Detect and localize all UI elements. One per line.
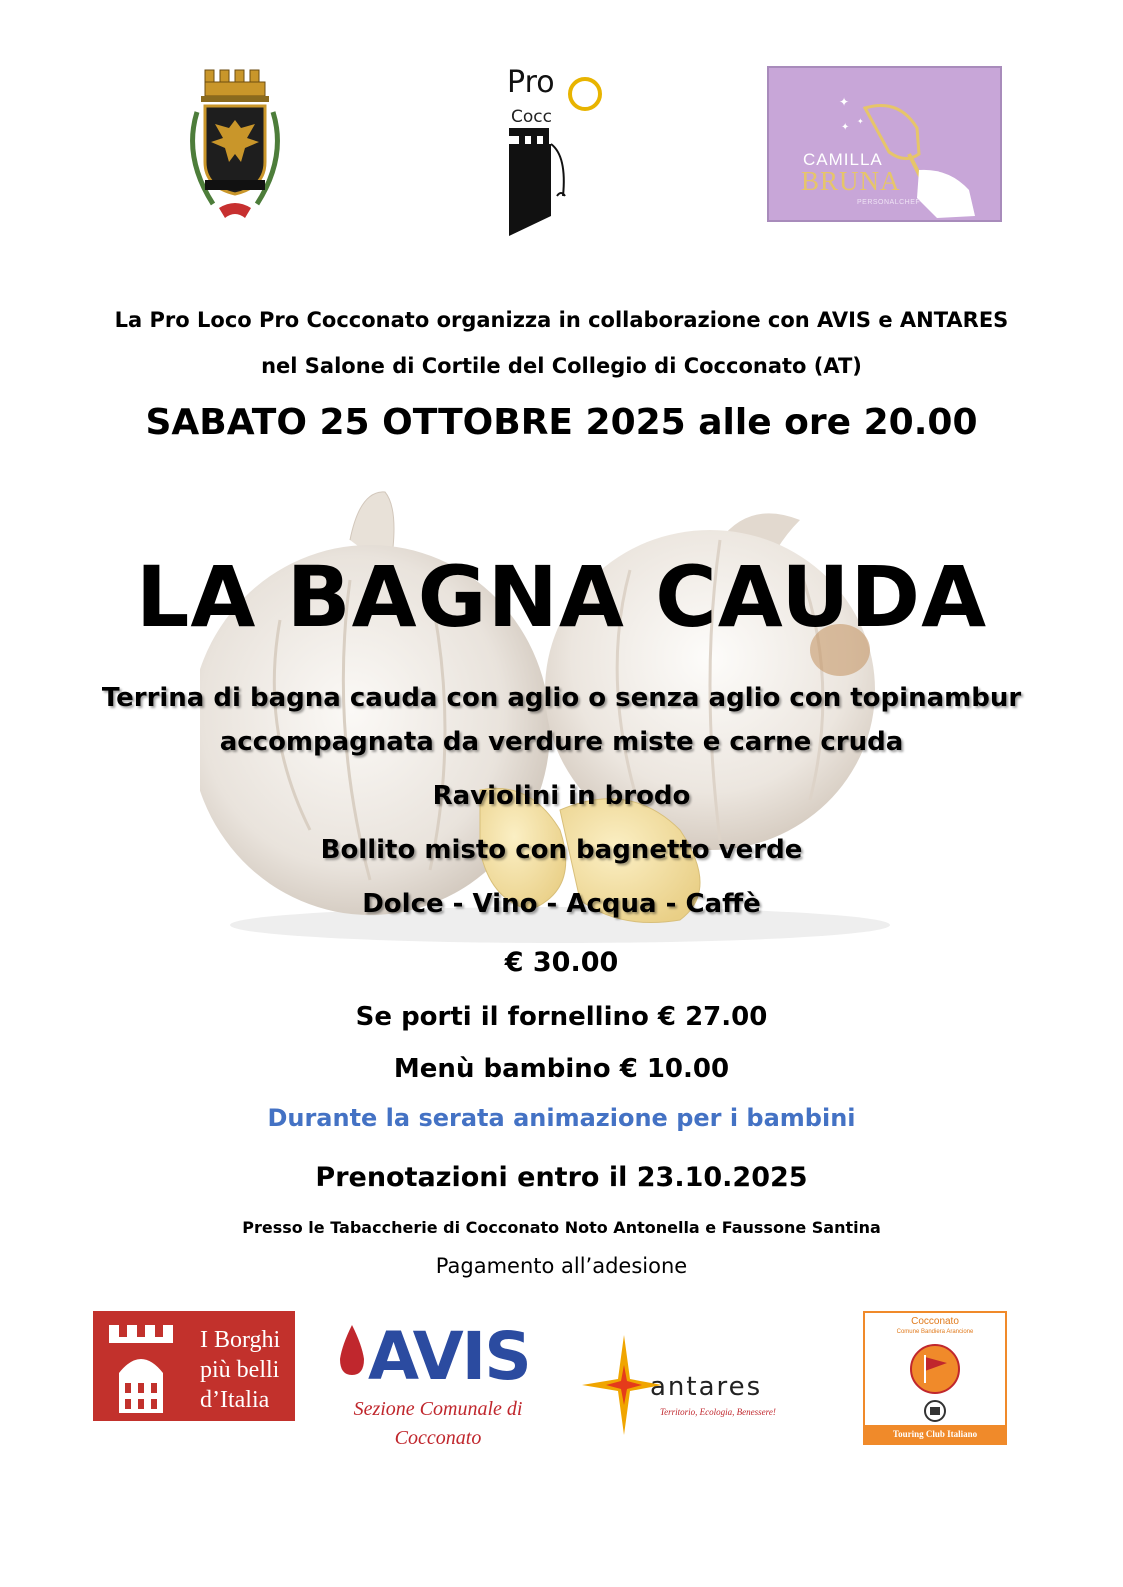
payment-note: Pagamento all’adesione [435, 1254, 688, 1278]
menu-item-3: Bollito misto con bagnetto verde [320, 835, 803, 865]
borghi-line1: I Borghi [200, 1327, 281, 1353]
borghi-line2: più belli [200, 1357, 280, 1383]
antares-logo [582, 1335, 812, 1445]
price-child: Menù bambino € 10.00 [393, 1054, 730, 1084]
svg-text:Pro: Pro [507, 66, 555, 100]
avis-sub-line2: Cocconato [394, 1427, 482, 1449]
menu-item-1b: accompagnata da verdure miste e carne cruda [219, 727, 904, 757]
orange-flag-icon [865, 1337, 1005, 1427]
camilla-logo-line2: BRUNA [801, 166, 901, 196]
antares-name: antares [650, 1372, 763, 1402]
animation-note: Durante la serata animazione per i bambini [267, 1104, 856, 1132]
booking-deadline: Prenotazioni entro il 23.10.2025 [315, 1162, 808, 1193]
svg-text:✦: ✦ [857, 117, 864, 126]
camilla-bruna-personalchef-logo [767, 66, 1002, 222]
price-full: € 30.00 [504, 947, 619, 978]
svg-text:Cocc: Cocc [511, 107, 552, 127]
booking-location: Presso le Tabaccherie di Cocconato Noto Antonella e Faussone Santina [242, 1218, 881, 1237]
comune-coat-of-arms-icon [175, 62, 295, 230]
svg-text:✦: ✦ [841, 122, 850, 133]
camilla-logo-line3: PERSONALCHEF [857, 199, 921, 206]
menu-item-4: Dolce - Vino - Acqua - Caffè [362, 889, 761, 919]
proloco-cocconato-logo-icon [505, 66, 605, 238]
price-with-stove: Se porti il fornellino € 27.00 [355, 1002, 768, 1032]
bandiera-title: Cocconato [911, 1316, 959, 1327]
menu-item-2: Raviolini in brodo [432, 781, 691, 811]
bandiera-subtitle: Comune Bandiera Arancione [896, 1329, 974, 1335]
avis-sub-line1: Sezione Comunale di [353, 1398, 523, 1420]
svg-text:AVIS: AVIS [368, 1318, 530, 1395]
svg-text:✦: ✦ [839, 95, 850, 109]
menu-item-1a: Terrina di bagna cauda con aglio o senza aglio con topinambur [101, 683, 1022, 713]
borghi-tower-icon [93, 1311, 199, 1421]
bandiera-bottom: Touring Club Italiano [865, 1425, 1005, 1443]
event-date: SABATO 25 OTTOBRE 2025 alle ore 20.00 [145, 402, 978, 443]
borghi-piu-belli-italia-logo [93, 1311, 295, 1421]
event-title: LA BAGNA CAUDA [135, 548, 988, 646]
borghi-line3: d’Italia [200, 1387, 270, 1413]
camilla-logo-line1: CAMILLA [803, 150, 883, 169]
avis-logo [322, 1315, 554, 1455]
antares-tagline: Territorio, Ecologia, Benessere! [660, 1407, 776, 1417]
intro-venue-line: nel Salone di Cortile del Collegio di Cocconato (AT) [261, 354, 862, 378]
bandiera-arancione-logo [863, 1311, 1007, 1445]
intro-organizer-line: La Pro Loco Pro Cocconato organizza in collaborazione con AVIS e ANTARES [114, 308, 1009, 332]
